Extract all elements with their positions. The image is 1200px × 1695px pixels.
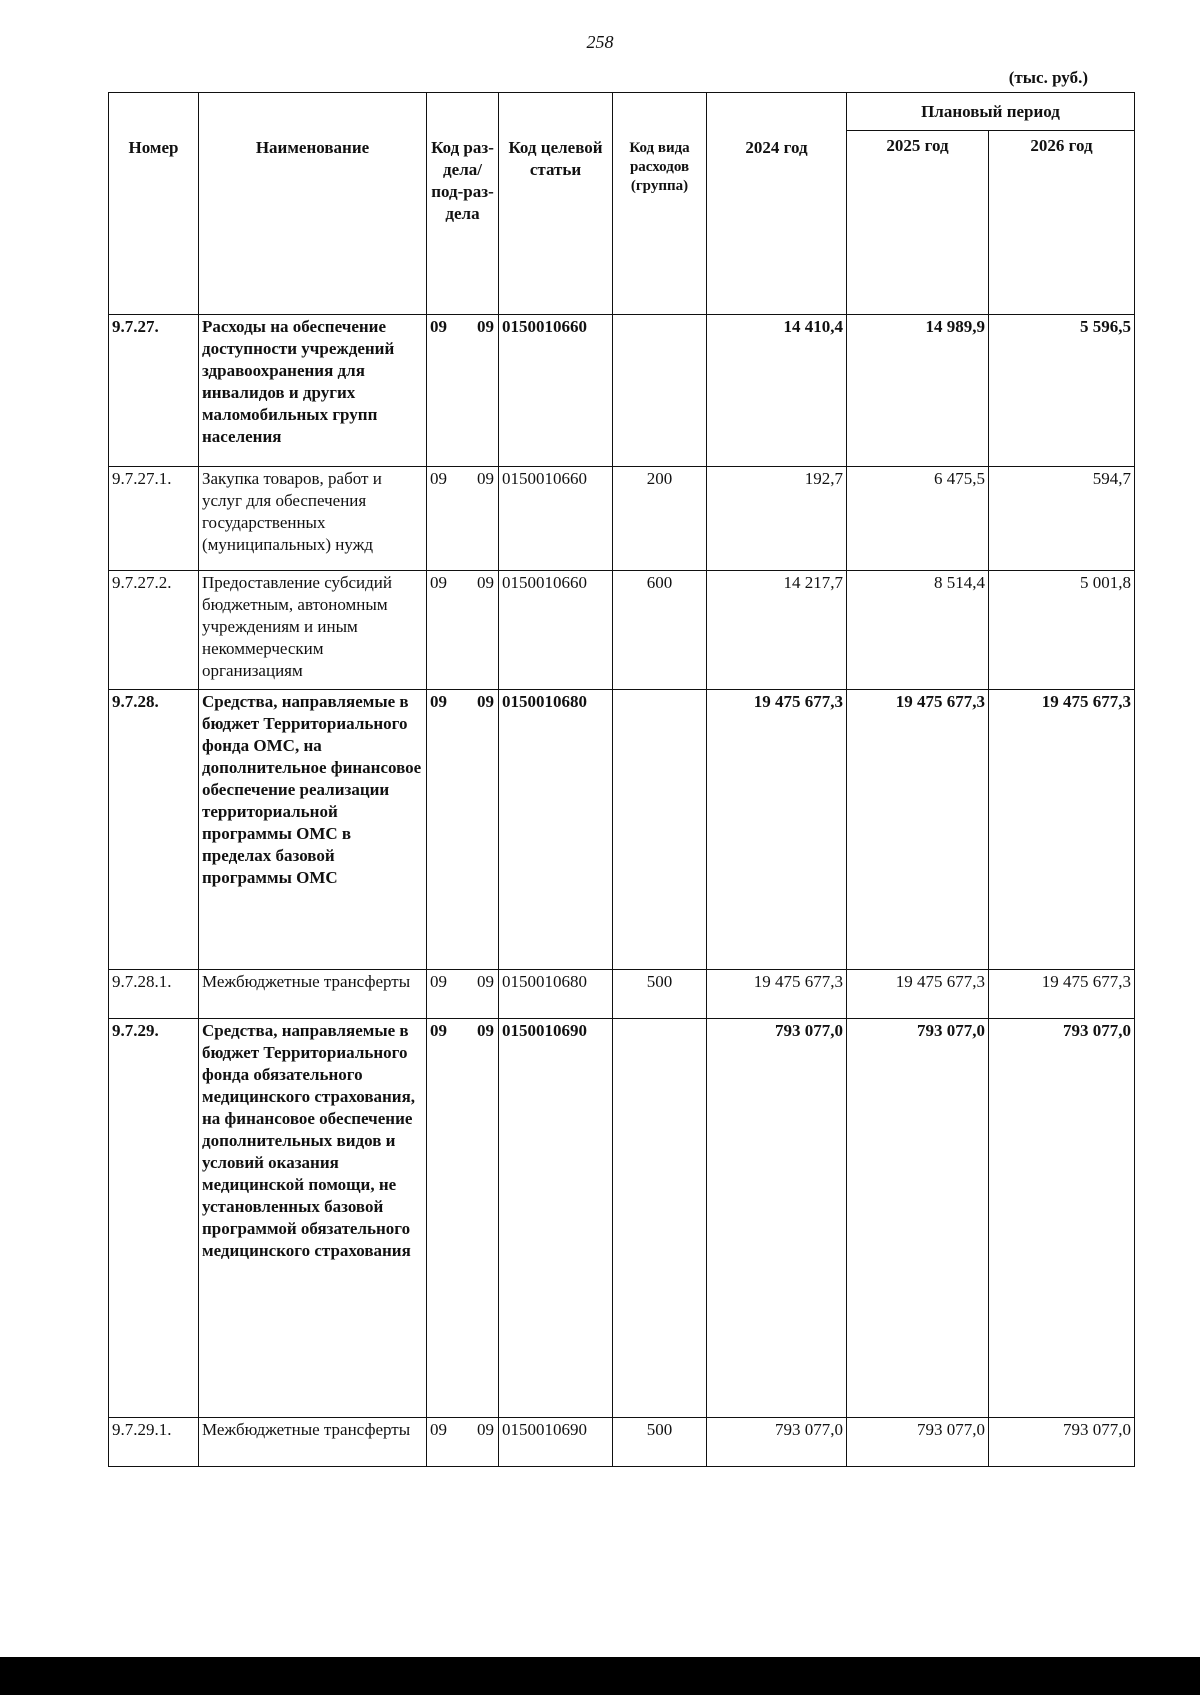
row-subsection: 09 [477,317,494,336]
row-section: 09 [430,1420,447,1439]
header-year-2026: 2026 год [989,131,1135,315]
row-target-code: 0150010660 [499,315,613,467]
row-expense-type: 200 [613,467,707,571]
row-value-2024: 14 217,7 [707,571,847,690]
row-expense-type [613,315,707,467]
budget-table [108,92,1135,1467]
row-value-2025: 6 475,5 [847,467,989,571]
row-value-2025: 19 475 677,3 [847,690,989,970]
row-value-2026: 594,7 [989,467,1135,571]
row-number: 9.7.29.1. [109,1418,199,1467]
row-number: 9.7.29. [109,1019,199,1418]
table-row [109,690,1135,970]
row-number: 9.7.27. [109,315,199,467]
row-number: 9.7.27.2. [109,571,199,690]
row-value-2026: 5 001,8 [989,571,1135,690]
units-label: (тыс. руб.) [1008,68,1088,87]
row-target-code: 0150010680 [499,970,613,1019]
row-value-2026: 793 077,0 [989,1019,1135,1418]
table-header [109,93,1135,315]
row-section-code [427,970,499,1019]
row-value-2026: 19 475 677,3 [989,970,1135,1019]
row-target-code: 0150010680 [499,690,613,970]
table-row [109,1019,1135,1418]
header-planned-period: Плановый период [847,93,1135,131]
row-subsection: 09 [477,469,494,488]
row-subsection: 09 [477,1021,494,1040]
row-subsection: 09 [477,573,494,592]
row-name: Средства, направляемые в бюджет Территориального фонда ОМС, на дополнительное финансовое обеспечение реализации территориальной программы ОМС в пределах базовой программы ОМС [199,690,427,970]
table-row [109,467,1135,571]
table-row [109,1418,1135,1467]
row-value-2024: 793 077,0 [707,1019,847,1418]
row-expense-type: 500 [613,1418,707,1467]
header-number: Номер [109,93,199,315]
row-section: 09 [430,573,447,592]
row-value-2026: 5 596,5 [989,315,1135,467]
row-section-code [427,1418,499,1467]
row-target-code: 0150010660 [499,467,613,571]
header-year-2024: 2024 год [707,93,847,315]
row-value-2025: 14 989,9 [847,315,989,467]
row-value-2025: 793 077,0 [847,1019,989,1418]
row-subsection: 09 [477,1420,494,1439]
row-section-code [427,315,499,467]
row-name: Межбюджетные трансферты [199,970,427,1019]
scan-border-bar [0,1657,1200,1695]
row-value-2024: 793 077,0 [707,1418,847,1467]
table-row [109,315,1135,467]
row-section-code [427,690,499,970]
row-value-2025: 793 077,0 [847,1418,989,1467]
header-year-2025: 2025 год [847,131,989,315]
row-name: Предоставление субсидий бюджетным, автономным учреждениям и иным некоммерческим организациям [199,571,427,690]
row-name: Закупка товаров, работ и услуг для обеспечения государственных (муниципальных) нужд [199,467,427,571]
row-name: Расходы на обеспечение доступности учреждений здравоохранения для инвалидов и других маломобильных групп населения [199,315,427,467]
row-value-2026: 793 077,0 [989,1418,1135,1467]
row-number: 9.7.27.1. [109,467,199,571]
row-section-code [427,571,499,690]
row-subsection: 09 [477,972,494,991]
row-section: 09 [430,692,447,711]
row-subsection: 09 [477,692,494,711]
header-name: Наименование [199,93,427,315]
row-value-2025: 19 475 677,3 [847,970,989,1019]
row-section: 09 [430,469,447,488]
row-value-2024: 19 475 677,3 [707,690,847,970]
row-expense-type: 500 [613,970,707,1019]
header-section-code: Код раз-дела/ под-раз-дела [427,93,499,315]
header-target-code: Код целевой статьи [499,93,613,315]
row-name: Средства, направляемые в бюджет Территориального фонда обязательного медицинского страхования, на финансовое обеспечение дополнительных видов и условий оказания медицинской помощи, не установленных базовой программой обязательного медицинского страхования [199,1019,427,1418]
row-value-2026: 19 475 677,3 [989,690,1135,970]
row-name: Межбюджетные трансферты [199,1418,427,1467]
page-number: 258 [586,32,614,52]
row-value-2024: 192,7 [707,467,847,571]
row-target-code: 0150010690 [499,1019,613,1418]
row-expense-type [613,690,707,970]
row-section: 09 [430,972,447,991]
row-expense-type: 600 [613,571,707,690]
row-target-code: 0150010690 [499,1418,613,1467]
row-value-2025: 8 514,4 [847,571,989,690]
row-number: 9.7.28.1. [109,970,199,1019]
row-expense-type [613,1019,707,1418]
row-value-2024: 14 410,4 [707,315,847,467]
row-target-code: 0150010660 [499,571,613,690]
row-value-2024: 19 475 677,3 [707,970,847,1019]
row-number: 9.7.28. [109,690,199,970]
table-row [109,571,1135,690]
header-expense-type: Код вида расходов (группа) [613,93,707,315]
table-row [109,970,1135,1019]
row-section-code [427,467,499,571]
row-section: 09 [430,317,447,336]
row-section-code [427,1019,499,1418]
row-section: 09 [430,1021,447,1040]
